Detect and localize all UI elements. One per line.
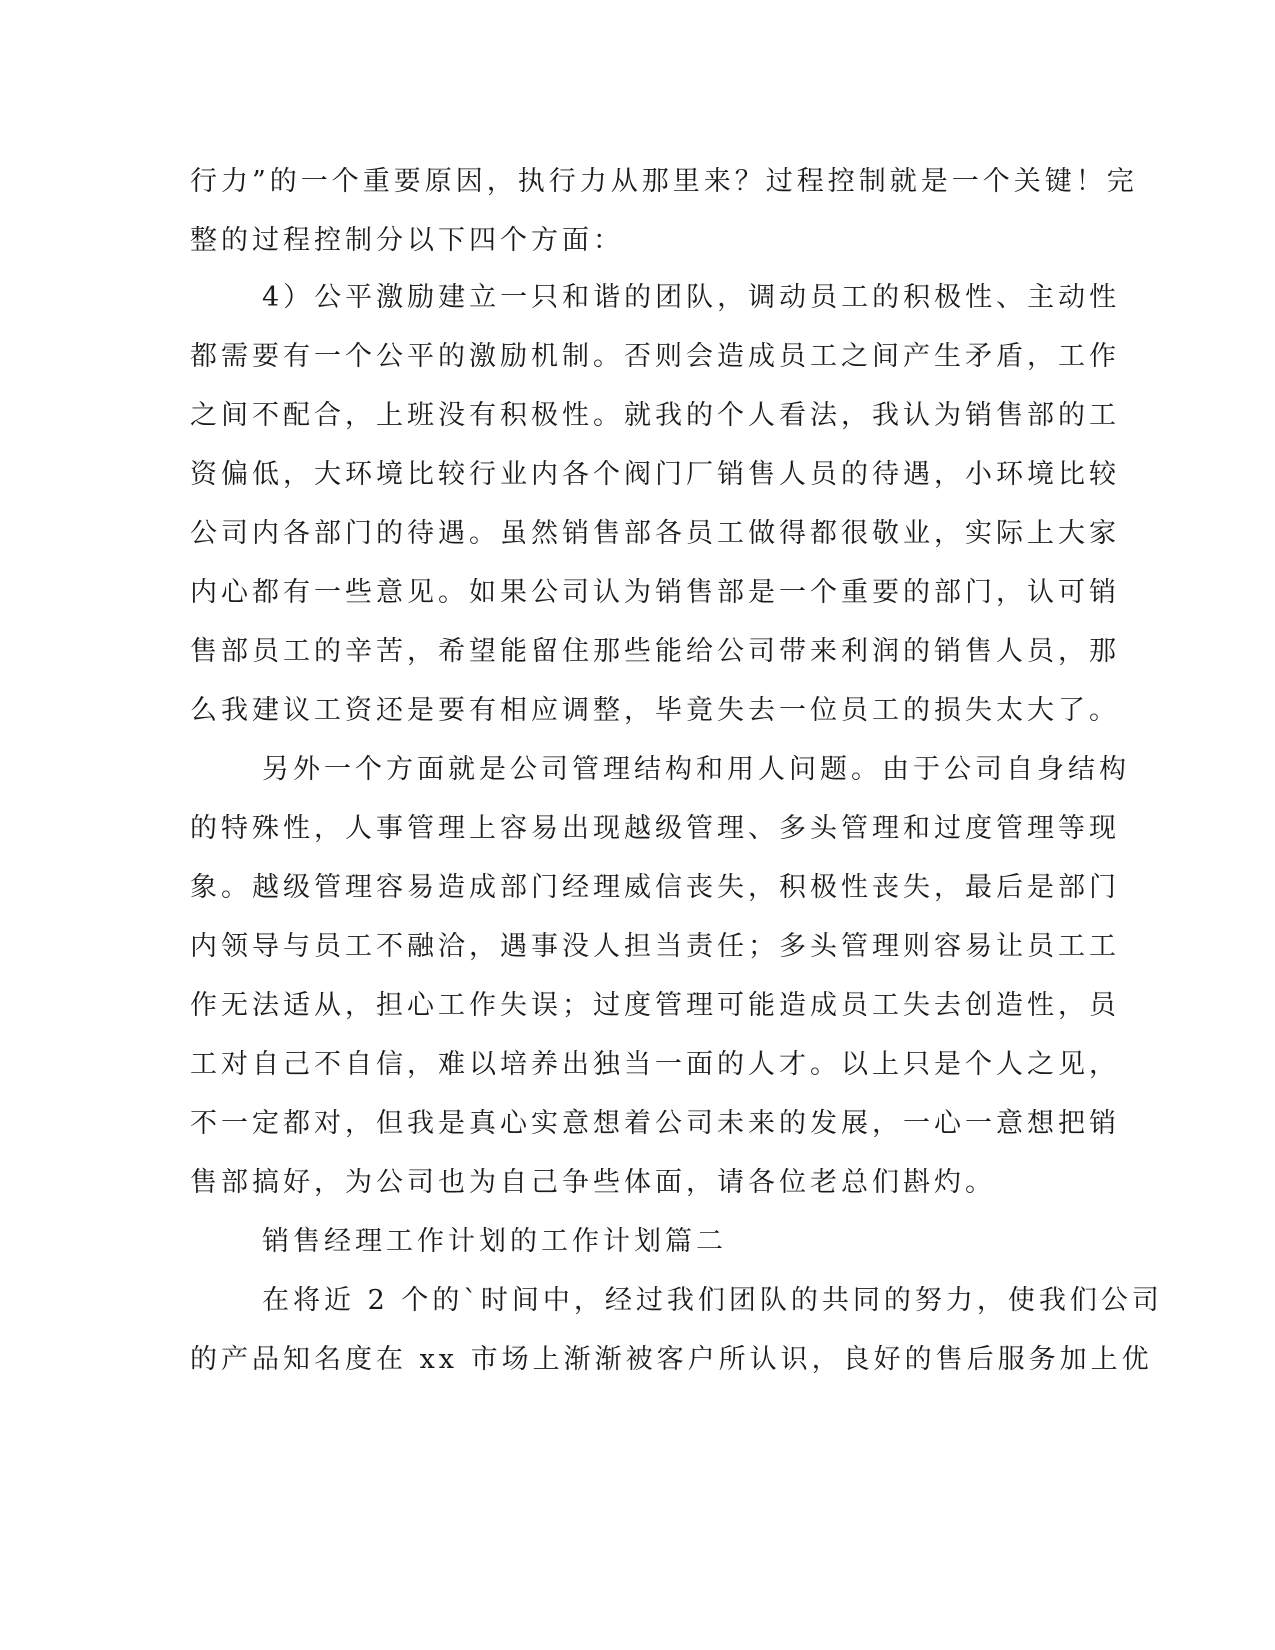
text-line: 之间不配合，上班没有积极性。就我的个人看法，我认为销售部的工 [190,400,1120,431]
text-line: 整的过程控制分以下四个方面： [190,225,624,256]
text-line: 作无法适从，担心工作失误；过度管理可能造成员工失去创造性，员 [190,990,1120,1021]
text-line: 另外一个方面就是公司管理结构和用人问题。由于公司自身结构 [262,754,1130,785]
text-line: 售部搞好，为公司也为自己争些体面，请各位老总们斟灼。 [190,1167,996,1198]
text-line: 不一定都对，但我是真心实意想着公司未来的发展，一心一意想把销 [190,1108,1120,1139]
text-line: 行力”的一个重要原因，执行力从那里来？过程控制就是一个关键！完 [190,166,1138,197]
section-heading: 销售经理工作计划的工作计划篇二 [262,1226,727,1257]
text-line: 都需要有一个公平的激励机制。否则会造成员工之间产生矛盾，工作 [190,341,1120,372]
text-line: 公司内各部门的待遇。虽然销售部各员工做得都很敬业，实际上大家 [190,518,1120,549]
text-line: 么我建议工资还是要有相应调整，毕竟失去一位员工的损失太大了。 [190,695,1120,726]
text-line: 内领导与员工不融洽，遇事没人担当责任；多头管理则容易让员工工 [190,931,1120,962]
text-line: 4）公平激励建立一只和谐的团队，调动员工的积极性、主动性 [262,282,1121,313]
text-line: 的产品知名度在 xx 市场上渐渐被客户所认识，良好的售后服务加上优 [190,1344,1153,1375]
text-line: 内心都有一些意见。如果公司认为销售部是一个重要的部门，认可销 [190,577,1120,608]
text-line: 工对自己不自信，难以培养出独当一面的人才。以上只是个人之见， [190,1049,1120,1080]
text-line: 售部员工的辛苦，希望能留住那些能给公司带来利润的销售人员，那 [190,636,1120,667]
text-line: 象。越级管理容易造成部门经理威信丧失，积极性丧失，最后是部门 [190,872,1120,903]
text-line: 资偏低，大环境比较行业内各个阀门厂销售人员的待遇，小环境比较 [190,459,1120,490]
text-line: 在将近 2 个的`时间中，经过我们团队的共同的努力，使我们公司 [262,1285,1163,1316]
text-line: 的特殊性，人事管理上容易出现越级管理、多头管理和过度管理等现 [190,813,1120,844]
